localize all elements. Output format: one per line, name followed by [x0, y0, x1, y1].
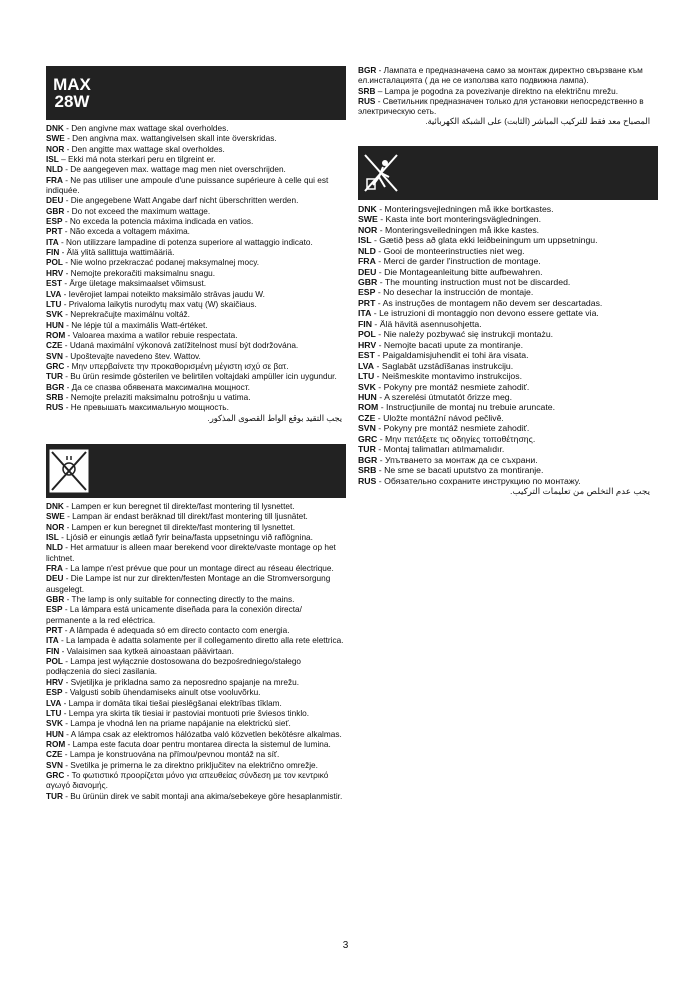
language-code: SVN: [46, 351, 63, 361]
instruction-text: - Uložte montážní návod pečlivě.: [377, 412, 504, 423]
instruction-text: - Lampa este facuta doar pentru montarea directa la sistemul de lumina.: [67, 739, 331, 749]
wattage-label: 28W: [54, 92, 90, 111]
instruction-text: - Den angivne max wattage skal overholdes.: [66, 124, 229, 133]
instruction-line: [46, 134, 346, 144]
language-code: FRA: [358, 256, 376, 267]
language-code: ITA: [46, 237, 59, 247]
language-code: EST: [358, 350, 375, 361]
instruction-line: [46, 372, 346, 382]
instruction-text: - Nemojte prelaziti maksimalnu potrošnju u vatima.: [65, 392, 251, 402]
instruction-line: [358, 225, 658, 235]
instruction-line: [46, 248, 346, 258]
instruction-text: – Lampa je pogodna za povezivanje direktno na električnu mrežu.: [377, 86, 619, 96]
instruction-text: - Lampan är endast beräknad till direkt/fast montering till ljusnätet.: [67, 512, 308, 522]
instruction-line: [46, 155, 346, 165]
instruction-line: [46, 300, 346, 310]
instruction-line: [46, 145, 346, 155]
instruction-line: [46, 512, 346, 522]
language-code: LVA: [46, 698, 62, 708]
language-code: SWE: [46, 134, 65, 144]
instruction-text: - Ljósið er einungis ætlað fyrir beina/fasta uppsetningu við raflögnina.: [61, 533, 313, 542]
language-code: SVN: [46, 760, 63, 770]
instruction-text: - As instruções de montagem não devem ser descartadas.: [377, 297, 603, 308]
language-code: FIN: [46, 248, 60, 258]
instruction-text: - Ne pas utiliser une ampoule d'une puissance supérieure à celle qui est indiquée.: [46, 175, 329, 196]
instruction-line: [46, 595, 346, 605]
instruction-text: - Valgusti sobib ühendamiseks ainult otse vooluvõrku.: [64, 688, 261, 698]
instruction-line: [46, 238, 346, 248]
instruction-line: [46, 217, 346, 227]
instruction-text: - Lampa ir domāta tikai tiešai pieslēgšanai elektrības tīklam.: [63, 698, 282, 708]
instruction-text: - Do not exceed the maximum wattage.: [66, 206, 211, 216]
language-code: FIN: [358, 318, 372, 329]
instruction-line: [46, 321, 346, 331]
instruction-line: [46, 750, 346, 760]
instruction-line: [358, 97, 658, 118]
language-code: SVN: [358, 423, 376, 434]
instruction-text: - Valaisimen saa kytkeä ainoastaan päävirtaan.: [61, 646, 234, 656]
language-code: CZE: [46, 750, 63, 760]
language-code: SWE: [358, 214, 378, 225]
instruction-line: [358, 298, 658, 308]
instruction-text: - Die Lampe ist nur zur direkten/festen Montage an die Stromversorgung ausgelegt.: [46, 574, 331, 594]
language-code: ISL: [358, 235, 372, 246]
instruction-line: [46, 362, 346, 372]
language-code: NOR: [358, 224, 378, 235]
instruction-line: [46, 352, 346, 362]
max-wattage-icon: [46, 66, 92, 120]
language-code: CZE: [46, 341, 63, 351]
instruction-text: - Ievērojiet lampai noteikto maksimālo strāvas jaudu W.: [63, 289, 265, 299]
max-wattage-banner: [46, 66, 346, 120]
instruction-text: - Bu ürünün direk ve sabit montaji ana akima/sebekeye göre hesaplanmistir.: [65, 791, 343, 801]
instruction-line: [46, 657, 346, 678]
language-code: ISL: [46, 155, 59, 165]
instruction-line: [46, 269, 346, 279]
instruction-line: [46, 699, 346, 709]
language-code: DEU: [46, 574, 64, 584]
language-code: HRV: [46, 677, 64, 687]
instruction-line: [46, 290, 346, 300]
instruction-text: - Monteringsvejledningen må ikke bortkastes.: [379, 203, 554, 214]
language-code: NOR: [46, 144, 65, 154]
language-code: ESP: [46, 605, 63, 615]
left-column: [46, 66, 346, 802]
instruction-line: [46, 564, 346, 574]
instruction-line: [46, 771, 346, 792]
max-wattage-section: [46, 124, 346, 414]
instructions-arabic: يجب عدم التخلص من تعليمات التركيب.: [510, 486, 650, 497]
language-code: HRV: [46, 268, 64, 278]
language-code: NLD: [46, 543, 63, 553]
instruction-line: [358, 476, 658, 486]
instruction-text: - Die angegebene Watt Angabe darf nicht überschritten werden.: [65, 196, 299, 206]
language-code: ROM: [46, 739, 66, 749]
instruction-text: - Privaloma laikytis nurodytų max vatų (W) skaičiaus.: [63, 299, 257, 309]
instruction-line: [358, 256, 658, 266]
no-discard-instructions-icon: [358, 146, 404, 200]
language-code: POL: [358, 329, 376, 340]
instruction-text: - Svjetiljka je prikladna samo za neposredno spajanje na mrežu.: [65, 677, 299, 687]
language-code: ESP: [358, 287, 376, 298]
language-code: FIN: [46, 646, 60, 656]
language-code: DNK: [46, 124, 64, 133]
language-code: SRB: [46, 392, 64, 402]
instruction-line: [46, 761, 346, 771]
instruction-line: [358, 319, 658, 329]
language-code: ROM: [46, 330, 66, 340]
instruction-text: - Nie należy pozbywać się instrukcji montażu.: [378, 329, 554, 340]
instruction-text: - La lampada è adatta solamente per il collegamento diretto alla rete elettrica.: [60, 636, 344, 646]
instruction-text: - Upoštevajte navedeno štev. Wattov.: [65, 351, 201, 361]
language-code: HUN: [358, 391, 377, 402]
language-code: SRB: [358, 86, 376, 96]
instruction-text: - Udaná maximální výkonová zatížitelnost musí být dodržována.: [64, 341, 299, 351]
instruction-text: - Μην πετάξετε τις οδηγίες τοποθέτησης.: [379, 433, 536, 444]
language-code: DEU: [358, 266, 377, 277]
language-code: BGR: [46, 382, 65, 392]
instruction-line: [46, 310, 346, 320]
language-code: HRV: [358, 339, 377, 350]
instruction-text: - Ärge ületage maksimaalset võimsust.: [64, 279, 207, 289]
instruction-text: - Die Montageanleitung bitte aufbewahren.: [378, 266, 543, 277]
language-code: NLD: [358, 245, 376, 256]
instruction-text: - De aangegeven max. wattage mag men niet overschrijden.: [65, 165, 286, 175]
instruction-text: - Gætið þess að glata ekki leiðbeiningum um uppsetningu.: [373, 235, 598, 246]
instruction-text: - Lampen er kun beregnet til direkte/fast montering til lysnettet.: [66, 522, 296, 532]
max-label: MAX: [53, 75, 91, 94]
instruction-line: [46, 719, 346, 729]
direct-mount-banner: [46, 444, 346, 498]
instruction-line: [46, 165, 346, 175]
instruction-text: - Merci de garder l'instruction de montage.: [378, 256, 541, 267]
instruction-text: - La lampe n'est prévue que pour un montage direct au réseau électrique.: [65, 564, 334, 574]
instruction-text: - Le istruzioni di montaggio non devono essere gettate via.: [373, 308, 599, 319]
page-number: 3: [342, 940, 349, 951]
language-code: TUR: [358, 444, 376, 455]
language-code: GBR: [46, 595, 65, 605]
instruction-line: [46, 792, 346, 802]
language-code: LVA: [358, 360, 375, 371]
language-code: SVK: [46, 310, 63, 320]
instruction-text: - No exceda la potencia máxima indicada en vatios.: [64, 217, 254, 227]
instruction-text: - Lampen er kun beregnet til direkte/fast montering til lysnettet.: [66, 501, 295, 511]
instruction-line: [358, 350, 658, 360]
instruction-line: [46, 730, 346, 740]
instruction-text: - Monteringsveiledningen må ikke kastes.: [379, 224, 540, 235]
language-code: ESP: [46, 688, 63, 698]
language-code: PRT: [46, 626, 63, 636]
instruction-text: - Älä hävitä asennusohjetta.: [374, 318, 482, 329]
instruction-line: [46, 403, 346, 413]
instruction-line: [46, 605, 346, 626]
instruction-line: [46, 523, 346, 533]
instruction-line: [358, 382, 658, 392]
instruction-line: [46, 124, 346, 134]
instruction-text: - A lámpa csak az elektromos hálózatba való közvetlen bekötésre alkalmas.: [66, 729, 342, 739]
instruction-line: [46, 207, 346, 217]
instruction-line: [358, 455, 658, 465]
language-code: RUS: [358, 475, 377, 486]
language-code: NOR: [46, 522, 65, 532]
instruction-text: - Ne lépje túl a maximális Watt-értéket.: [66, 320, 208, 330]
instruction-text: - Svetilka je primerna le za direktno priključitev na električno omrežje.: [65, 760, 318, 770]
instruction-text: - Neprekračujte maximálnu voltáž.: [65, 310, 190, 320]
instruction-line: [46, 331, 346, 341]
instruction-line: [46, 688, 346, 698]
instruction-line: [46, 709, 346, 719]
instruction-text: - Το φωτιστικό προορίζεται μόνο για απευθείας σύνδεση με τον κεντρικό αγωγό διανομής.: [46, 770, 329, 791]
instruction-text: - Het armatuur is alleen maar berekend voor direkte/vaste montage op het lichtnet.: [46, 543, 336, 563]
instruction-line: [46, 543, 346, 564]
instruction-text: - Saglabāt uzstādīšanas instrukciju.: [376, 360, 514, 371]
instruction-line: [46, 341, 346, 351]
language-code: GRC: [46, 770, 65, 780]
language-code: RUS: [358, 96, 376, 106]
instruction-line: [358, 287, 658, 297]
instruction-line: [358, 371, 658, 381]
instruction-text: - Montaj talimatları atılmamalıdır.: [378, 444, 505, 455]
language-code: ESP: [46, 217, 63, 227]
language-code: CZE: [358, 412, 376, 423]
language-code: PRT: [46, 227, 63, 237]
instruction-line: [46, 740, 346, 750]
instruction-line: [358, 423, 658, 433]
instruction-text: - La lámpara está unicamente diseñada para la conexión directa/ permanente a la red eléctrica.: [46, 605, 302, 625]
instruction-text: - The mounting instruction must not be discarded.: [379, 277, 571, 287]
instruction-line: [46, 533, 346, 543]
instruction-line: [46, 393, 346, 403]
instruction-text: - Ne sme se bacati uputstvo za montiranje.: [378, 465, 544, 476]
instruction-text: - Не превышать максимальную мощность.: [65, 403, 229, 413]
language-code: TUR: [46, 372, 63, 382]
language-code: PRT: [358, 297, 376, 308]
instruction-text: - Kasta inte bort monteringsvägledningen.: [380, 214, 542, 225]
instruction-line: [46, 574, 346, 595]
instruction-line: [358, 329, 658, 339]
instruction-text: - Nie wolno przekraczać podanej maksymalnej mocy.: [65, 258, 260, 268]
language-code: BGR: [358, 454, 378, 465]
instruction-line: [46, 636, 346, 646]
language-code: DNK: [46, 501, 64, 511]
instruction-line: [358, 235, 658, 245]
direct-mount-section: [46, 502, 346, 802]
instruction-line: [358, 204, 658, 214]
language-code: EST: [46, 279, 63, 289]
instruction-text: - Neišmeskite montavimo instrukcijos.: [376, 371, 522, 382]
language-code: ISL: [46, 533, 59, 542]
language-code: DNK: [358, 203, 377, 214]
language-code: POL: [46, 258, 63, 268]
language-code: SWE: [46, 512, 65, 522]
instruction-text: - Μην υπερβαίνετε την προκαθορισμένη μέγιστη ισχύ σε βατ.: [66, 361, 289, 371]
instruction-text: - Den angivna max. wattangivelsen skall inte överskridas.: [67, 134, 277, 144]
language-code: FRA: [46, 175, 63, 185]
instructions-banner: [358, 146, 658, 200]
instruction-line: [358, 402, 658, 412]
language-code: ITA: [358, 308, 372, 319]
instruction-line: [358, 246, 658, 256]
instruction-line: [46, 279, 346, 289]
language-code: SVK: [358, 381, 376, 392]
instruction-text: - A szerelési útmutatót őrizze meg.: [379, 391, 513, 402]
language-code: GBR: [358, 277, 378, 287]
language-code: BGR: [358, 66, 377, 75]
language-code: RUS: [46, 403, 64, 413]
no-direct-mount-icon: [46, 444, 92, 498]
instructions-section: [358, 204, 658, 486]
language-code: HUN: [46, 729, 64, 739]
instruction-text: - Pokyny pre montáž nesmiete zahodiť.: [378, 381, 530, 392]
instruction-text: - Nemojte bacati upute za montiranje.: [378, 339, 523, 350]
instruction-text: - No desechar la instrucción de montaje.: [377, 287, 534, 298]
instruction-line: [46, 383, 346, 393]
language-code: SRB: [358, 465, 377, 476]
instruction-text: - Упътването за монтаж да се съхрани.: [379, 454, 538, 465]
instruction-line: [46, 626, 346, 636]
instruction-text: - Lempa yra skirta tik tiesiai ir pastoviai montuoti prie šviesos tinklo.: [63, 708, 310, 718]
instruction-line: [358, 267, 658, 277]
instruction-line: [358, 444, 658, 454]
language-code: GRC: [358, 433, 378, 444]
instruction-text: - Valoarea maxima a watilor rebuie respectata.: [67, 330, 238, 340]
language-code: ITA: [46, 636, 59, 646]
language-code: GBR: [46, 206, 65, 216]
instruction-line: [358, 66, 658, 87]
instruction-line: [46, 227, 346, 237]
instruction-line: [46, 258, 346, 268]
instruction-text: - Gooi de monteerinstructies niet weg.: [378, 245, 525, 256]
instruction-text: - Lampa je konstruována na přímou/pevnou montáž na síť.: [64, 750, 280, 760]
instruction-text: - Não exceda a voltagem máxima.: [64, 227, 190, 237]
language-code: TUR: [46, 791, 63, 801]
language-code: FRA: [46, 564, 63, 574]
instruction-line: [358, 465, 658, 475]
instruction-line: [46, 647, 346, 657]
language-code: LTU: [46, 299, 62, 309]
instruction-line: [358, 277, 658, 287]
instruction-text: - Lampa jest wyłącznie dostosowana do bezpośredniego/stałego podłączenia do sieci zasilania.: [46, 657, 301, 677]
right-column: [358, 66, 658, 497]
language-code: NLD: [46, 165, 63, 175]
language-code: LTU: [46, 708, 62, 718]
instruction-text: – Ekki má nota sterkari peru en tilgreint er.: [61, 155, 216, 165]
direct-mount-continued-section: [358, 66, 658, 117]
direct-mount-arabic: المصباح معد فقط للتركيب المباشر (الثابت) على الشبكة الكهربائية.: [425, 117, 650, 127]
instruction-text: - The lamp is only suitable for connecting directly to the mains.: [66, 595, 295, 605]
language-code: HUN: [46, 320, 64, 330]
max-wattage-arabic: يجب التقيد بوقع الواط القصوى المذكور.: [207, 413, 342, 423]
language-code: ROM: [358, 402, 379, 413]
instruction-line: [46, 502, 346, 512]
instruction-text: - Älä ylitä sallittuja wattimääriä.: [61, 248, 175, 258]
instruction-line: [46, 176, 346, 197]
instruction-line: [358, 413, 658, 423]
instruction-text: - Instrucţiunile de montaj nu trebuie aruncate.: [380, 402, 556, 413]
instruction-text: - Да се спазва обявената максимална мощност.: [66, 382, 250, 392]
instruction-line: [358, 340, 658, 350]
language-code: POL: [46, 657, 63, 667]
instruction-text: - Non utilizzare lampadine di potenza superiore al wattaggio indicato.: [60, 237, 313, 247]
instruction-text: - Nemojte prekoračiti maksimalnu snagu.: [65, 268, 216, 278]
instruction-line: [358, 214, 658, 224]
instruction-line: [358, 87, 658, 97]
instruction-text: - Обязательно сохраните инструкцию по монтажу.: [378, 475, 581, 486]
instruction-text: - Pokyny pre montáž nesmiete zahodiť.: [378, 423, 530, 434]
language-code: DEU: [46, 196, 64, 206]
instruction-line: [46, 196, 346, 206]
instruction-text: - Bu ürün resimde gösterilen ve belirtilen voltajdaki ampüller icin uygundur.: [65, 372, 337, 382]
instruction-line: [358, 392, 658, 402]
instruction-line: [358, 361, 658, 371]
instruction-text: - Lampa je vhodná len na priame napájanie na elektrickú sieť.: [65, 719, 291, 729]
instruction-text: - Paigaldamisjuhendit ei tohi ära visata.: [377, 350, 529, 361]
instruction-text: - A lâmpada é adequada só em directo contacto com energia.: [64, 626, 290, 636]
instruction-text: - Den angitte max wattage skal overholdes.: [66, 144, 225, 154]
language-code: GRC: [46, 361, 65, 371]
instruction-line: [358, 434, 658, 444]
language-code: LVA: [46, 289, 62, 299]
language-code: SVK: [46, 719, 63, 729]
instruction-text: - Лампата е предназначена само за монтаж директно свързване към ел.инсталацията ( да не се използва като подвижна лампа).: [358, 66, 643, 86]
instruction-text: - Светильник предназначен только для установки непосредственно в электрическую сеть.: [358, 96, 644, 117]
language-code: LTU: [358, 371, 375, 382]
instruction-line: [46, 678, 346, 688]
instruction-line: [358, 308, 658, 318]
